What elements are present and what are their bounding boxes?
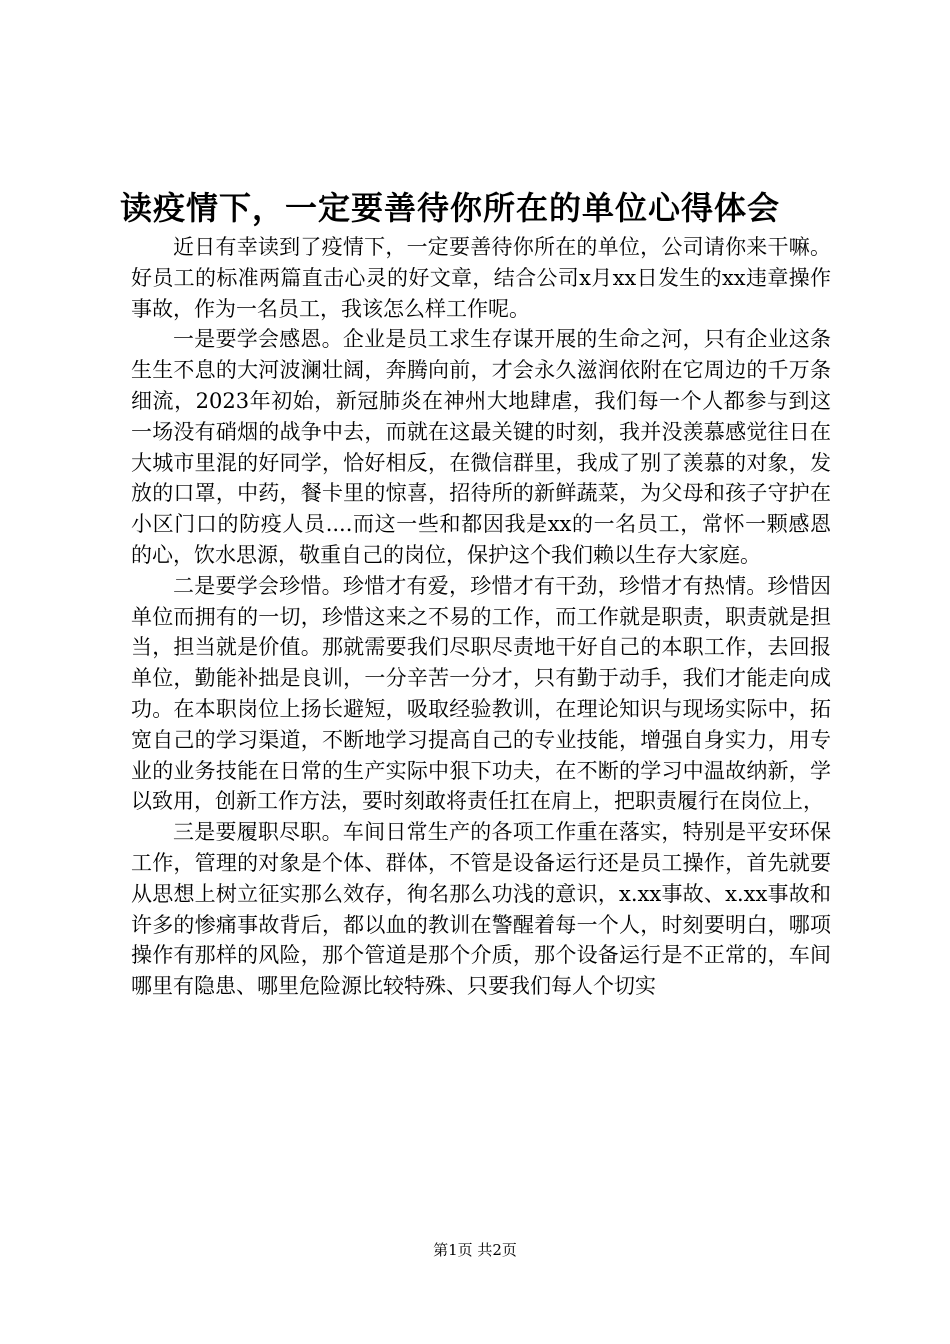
paragraph-duty: 三是要履职尽职。车间日常生产的各项工作重在落实，特别是平安环保工作，管理的对象是个体、群体，不管是设备运行还是员工操作，首先就要从思想上树立征实那么效存，徇名那么功浅的意识，x.xx事故、x.xx事故和许多的惨痛事故背后，都以血的教训在警醒着每一个人，时刻要明白，哪项操作有那样的风险，那个管道是那个介质，那个设备运行是不正常的，车间哪里有隐患、哪里危险源比较特殊、只要我们每人个切实: [131, 820, 831, 999]
paragraph-cherish: 二是要学会珍惜。珍惜才有爱，珍惜才有干劲，珍惜才有热情。珍惜因单位而拥有的一切，珍惜这来之不易的工作，而工作就是职责，职责就是担当，担当就是价值。那就需要我们尽职尽责地干好自己的本职工作，去回报单位，勤能补拙是良训，一分辛苦一分才，只有勤于动手，我们才能走向成功。在本职岗位上扬长避短，吸取经验教训，在理论知识与现场实际中，拓宽自己的学习渠道，不断地学习提高自己的专业技能，增强自身实力，用专业的业务技能在日常的生产实际中狠下功夫，在不断的学习中温故纳新，学以致用，创新工作方法，要时刻敢将责任扛在肩上，把职责履行在岗位上，: [131, 573, 831, 814]
paragraph-gratitude: 一是要学会感恩。企业是员工求生存谋开展的生命之河，只有企业这条生生不息的大河波澜壮阔，奔腾向前，才会永久滋润依附在它周边的千万条细流，2023年初始，新冠肺炎在神州大地肆虐，我们每一个人都参与到这一场没有硝烟的战争中去，而就在这最关键的时刻，我并没羡慕感觉往日在大城市里混的好同学，恰好相反，在微信群里，我成了别了羡慕的对象，发放的口罩，中药，餐卡里的惊喜，招待所的新鲜蔬菜，为父母和孩子守护在小区门口的防疫人员....而这一些和都因我是xx的一名员工，常怀一颗感恩的心，饮水思源，敬重自己的岗位，保护这个我们赖以生存大家庭。: [131, 327, 831, 567]
paragraph-intro: 近日有幸读到了疫情下，一定要善待你所在的单位，公司请你来干嘛。好员工的标准两篇直击心灵的好文章，结合公司x月xx日发生的xx违章操作事故，作为一名员工，我该怎么样工作呢。: [131, 235, 831, 321]
document-body: [131, 232, 831, 1002]
document-title: 读疫情下，一定要善待你所在的单位心得体会: [120, 189, 781, 227]
page-number-footer: 第1页 共2页: [433, 1241, 517, 1259]
